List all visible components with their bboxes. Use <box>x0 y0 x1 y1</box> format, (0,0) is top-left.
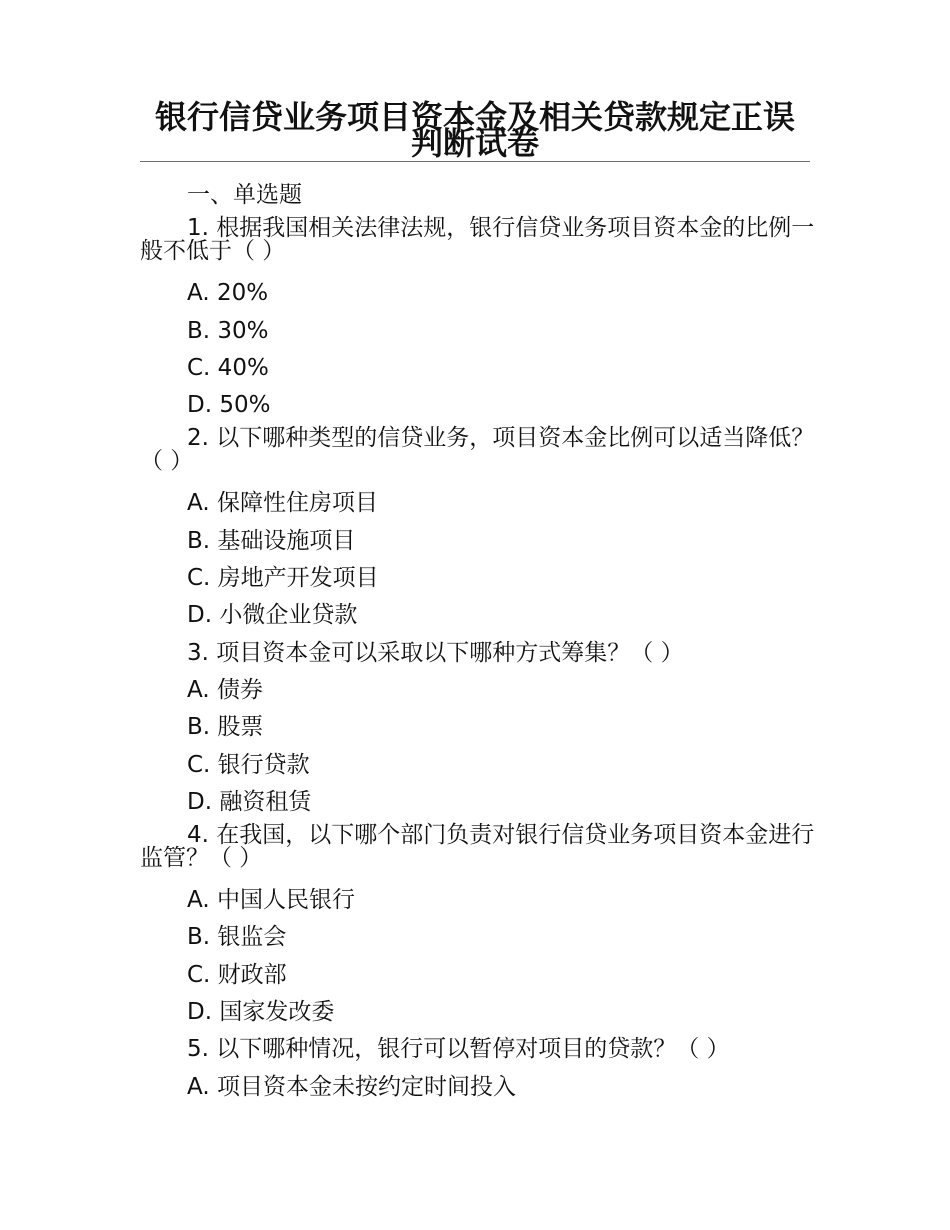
answer-option: C. 房地产开发项目 <box>187 565 379 592</box>
question-text: 1. 根据我国相关法律法规，银行信贷业务项目资本金的比例一般不低于（ ） <box>140 215 815 265</box>
answer-option: C. 财政部 <box>187 961 287 988</box>
question-block <box>140 1031 815 1106</box>
question-block <box>140 635 815 821</box>
answer-option: B. 股票 <box>187 714 264 741</box>
answer-option: D. 融资租赁 <box>187 788 312 815</box>
title-underline <box>140 161 810 162</box>
question-text: 4. 在我国，以下哪个部门负责对银行信贷业务项目资本金进行监管？（ ） <box>140 822 815 872</box>
document-title: 银行信贷业务项目资本金及相关贷款规定正误判断试卷 <box>154 98 795 162</box>
answer-option: A. 20% <box>187 280 269 307</box>
answer-option: B. 基础设施项目 <box>187 527 356 554</box>
question-block <box>140 424 815 634</box>
answer-option: C. 银行贷款 <box>187 751 310 778</box>
question-block <box>140 821 815 1031</box>
question-text: 3. 项目资本金可以采取以下哪种方式筹集？（ ） <box>187 639 684 666</box>
question-block <box>140 214 815 424</box>
section-heading: 一、单选题 <box>187 182 302 208</box>
answer-option: D. 小微企业贷款 <box>187 602 358 629</box>
answer-option: A. 项目资本金未按约定时间投入 <box>187 1073 516 1100</box>
document-body <box>140 177 815 1106</box>
answer-option: B. 30% <box>187 317 269 344</box>
answer-option: A. 债券 <box>187 676 263 703</box>
answer-option: C. 40% <box>187 354 269 381</box>
answer-option: D. 国家发改委 <box>187 999 335 1026</box>
answer-option: D. 50% <box>187 392 271 419</box>
question-text: 2. 以下哪种类型的信贷业务，项目资本金比例可以适当降低？（ ） <box>140 425 815 475</box>
answer-option: B. 银监会 <box>187 924 287 951</box>
answer-option: A. 保障性住房项目 <box>187 490 378 517</box>
question-text: 5. 以下哪种情况，银行可以暂停对项目的贷款？（ ） <box>187 1036 730 1063</box>
answer-option: A. 中国人民银行 <box>187 887 355 914</box>
